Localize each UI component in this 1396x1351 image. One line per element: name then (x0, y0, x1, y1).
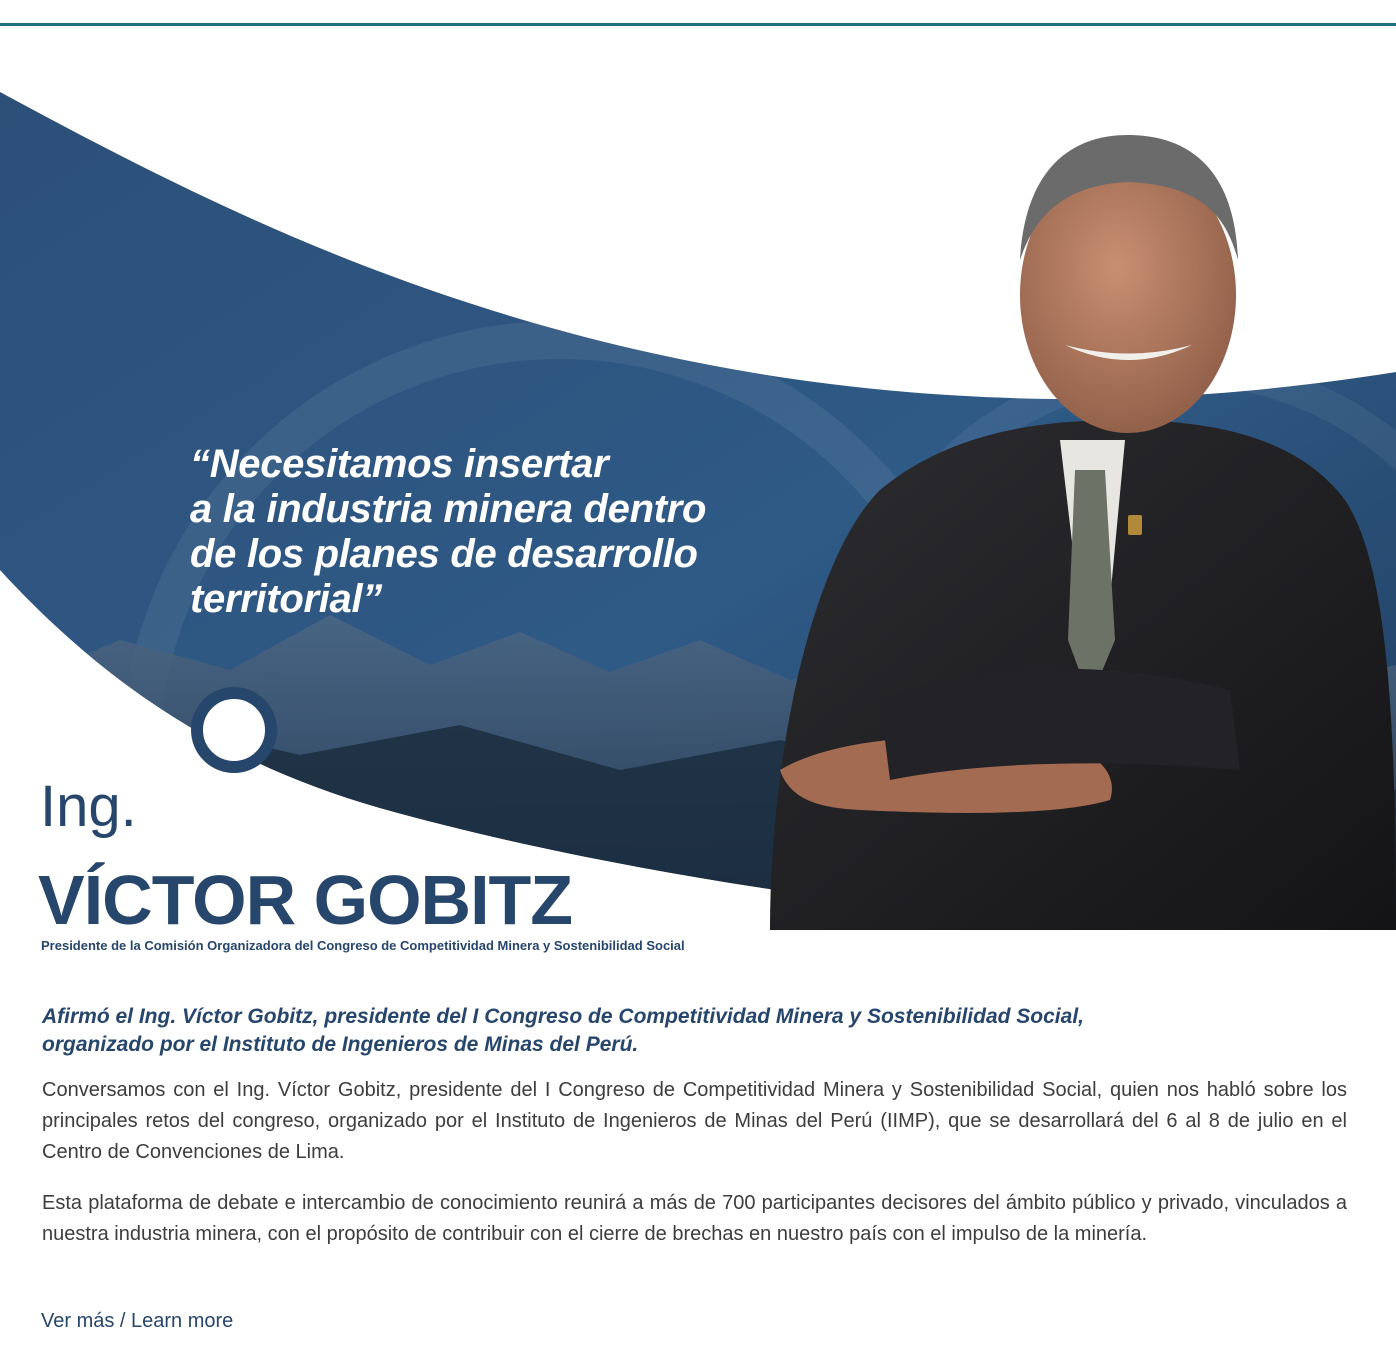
learn-more-link[interactable]: Ver más / Learn more (41, 1310, 234, 1332)
lead-paragraph (42, 1003, 1362, 1059)
body-paragraph-2: Esta plataforma de debate e intercambio de conocimiento reunirá a más de 700 participantes decisores del ámbito público y privado, vinculados a nuestra industria minera, con el propósito de contribuir con el cierre de brechas en nuestro país con el impulso de la minería. (42, 1192, 1347, 1245)
speaker-role: Presidente de la Comisión Organizadora del Congreso de Competitividad Minera y Sostenibilidad Social (41, 938, 685, 953)
quote-line: de los planes de desarrollo (190, 532, 698, 576)
lead-line: organizado por el Instituto de Ingenieros de Minas del Perú. (42, 1033, 639, 1056)
lead-line: Afirmó el Ing. Víctor Gobitz, presidente del I Congreso de Competitividad Minera y Sostenibilidad Social, (42, 1005, 1084, 1028)
quote-line: a la industria minera dentro (190, 487, 707, 531)
body-paragraph-1: Conversamos con el Ing. Víctor Gobitz, presidente del I Congreso de Competitividad Minera y Sostenibilidad Social, quien nos habló sobre los principales retos del congreso, organizado por el Instituto de Ingenieros de Minas del Perú (IIMP), que se desarrollará del 6 al 8 de julio en el Centro de Convenciones de Lima. (42, 1079, 1347, 1163)
quote-line: “Necesitamos insertar (190, 442, 609, 486)
pull-quote (190, 442, 890, 622)
quote-line: territorial” (190, 577, 383, 621)
speaker-name: VÍCTOR GOBITZ (38, 861, 573, 939)
ring-ornament (191, 687, 277, 773)
speaker-honorific: Ing. (40, 774, 137, 839)
